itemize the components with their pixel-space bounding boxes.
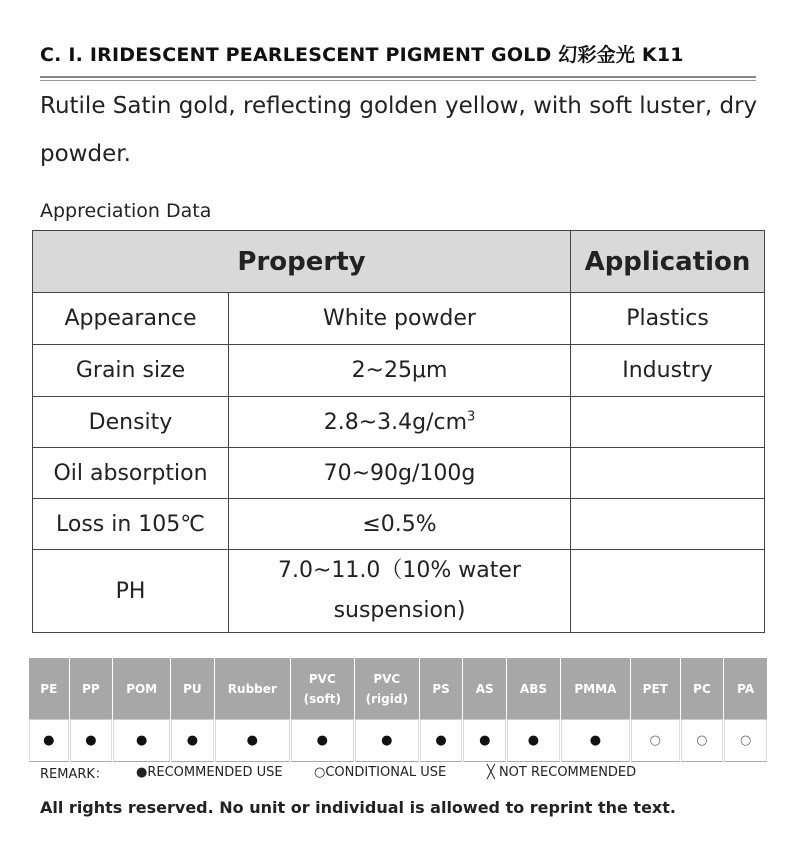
property-name: Grain size bbox=[33, 345, 229, 397]
table-header-row bbox=[33, 231, 765, 293]
property-name: Loss in 105℃ bbox=[33, 499, 229, 550]
application-value: Plastics bbox=[571, 293, 765, 345]
recommended-mark: ● bbox=[355, 719, 419, 762]
recommended-mark: ● bbox=[561, 719, 630, 762]
property-name: Oil absorption bbox=[33, 448, 229, 499]
copyright-notice: All rights reserved. No unit or individual is allowed to reprint the text. bbox=[40, 798, 676, 817]
title-divider bbox=[40, 76, 756, 78]
legend-conditional: ○CONDITIONAL USE bbox=[314, 765, 447, 780]
table-row bbox=[33, 397, 765, 448]
recommended-mark: ● bbox=[171, 719, 214, 762]
density-unit-exponent: 3 bbox=[467, 409, 476, 425]
material-header: PU bbox=[171, 658, 214, 719]
material-header: AS bbox=[463, 658, 506, 719]
compatibility-marks-row bbox=[29, 719, 767, 762]
material-header bbox=[291, 658, 354, 719]
material-header: PE bbox=[29, 658, 69, 719]
product-description: Rutile Satin gold, reflecting golden yellow, with soft luster, dry powder. bbox=[40, 93, 758, 167]
recommended-mark: ● bbox=[463, 719, 506, 762]
material-sublabel: (soft) bbox=[303, 691, 341, 706]
recommended-mark: ● bbox=[420, 719, 463, 762]
property-name: Appearance bbox=[33, 293, 229, 345]
material-header: Rubber bbox=[215, 658, 290, 719]
recommended-mark: ● bbox=[113, 719, 170, 762]
conditional-mark: ○ bbox=[681, 719, 724, 762]
application-value bbox=[571, 448, 765, 499]
property-value bbox=[229, 397, 571, 448]
recommended-mark: ● bbox=[507, 719, 560, 762]
application-value: Industry bbox=[571, 345, 765, 397]
table-row bbox=[33, 550, 765, 633]
title-divider-thin bbox=[40, 80, 756, 81]
property-name: PH bbox=[33, 550, 229, 633]
table-row bbox=[33, 293, 765, 345]
material-label: PVC bbox=[308, 671, 336, 686]
material-label: PVC bbox=[373, 671, 401, 686]
application-value bbox=[571, 397, 765, 448]
material-header: PA bbox=[724, 658, 767, 719]
recommended-mark: ● bbox=[215, 719, 290, 762]
remark-label: REMARK： bbox=[40, 767, 108, 782]
conditional-mark: ○ bbox=[724, 719, 767, 762]
property-value bbox=[229, 550, 571, 633]
legend-recommended: ●RECOMMENDED USE bbox=[136, 765, 283, 780]
property-value: 2~25μm bbox=[229, 345, 571, 397]
table-row bbox=[33, 448, 765, 499]
property-value: ≤0.5% bbox=[229, 499, 571, 550]
table-row bbox=[33, 345, 765, 397]
recommended-mark: ● bbox=[70, 719, 113, 762]
material-header: PET bbox=[631, 658, 680, 719]
material-header: PP bbox=[70, 658, 113, 719]
material-header: PMMA bbox=[561, 658, 630, 719]
application-header: Application bbox=[571, 231, 765, 293]
material-header: POM bbox=[113, 658, 170, 719]
product-title: C. I. IRIDESCENT PEARLESCENT PIGMENT GOLD 幻彩金光 K11 bbox=[40, 44, 684, 66]
remark-legend bbox=[40, 763, 780, 782]
compatibility-table bbox=[28, 658, 768, 762]
property-value: White powder bbox=[229, 293, 571, 345]
material-sublabel: (rigid) bbox=[365, 691, 408, 706]
property-header: Property bbox=[33, 231, 571, 293]
compatibility-header-row bbox=[29, 658, 767, 719]
material-header: ABS bbox=[507, 658, 560, 719]
table-row bbox=[33, 499, 765, 550]
application-value bbox=[571, 550, 765, 633]
application-value bbox=[571, 499, 765, 550]
material-header bbox=[355, 658, 419, 719]
material-header: PS bbox=[420, 658, 463, 719]
recommended-mark: ● bbox=[291, 719, 354, 762]
density-value: 2.8~3.4g/cm bbox=[323, 409, 468, 435]
conditional-mark: ○ bbox=[631, 719, 680, 762]
ph-value-line1: 7.0~11.0（10% water bbox=[278, 558, 521, 583]
property-table bbox=[32, 230, 765, 633]
recommended-mark: ● bbox=[29, 719, 69, 762]
ph-value-line2: suspension) bbox=[333, 598, 466, 623]
material-header: PC bbox=[681, 658, 724, 719]
legend-not-recommended: ╳ NOT RECOMMENDED bbox=[487, 765, 637, 780]
property-value: 70~90g/100g bbox=[229, 448, 571, 499]
property-name: Density bbox=[33, 397, 229, 448]
table-caption: Appreciation Data bbox=[40, 200, 212, 222]
